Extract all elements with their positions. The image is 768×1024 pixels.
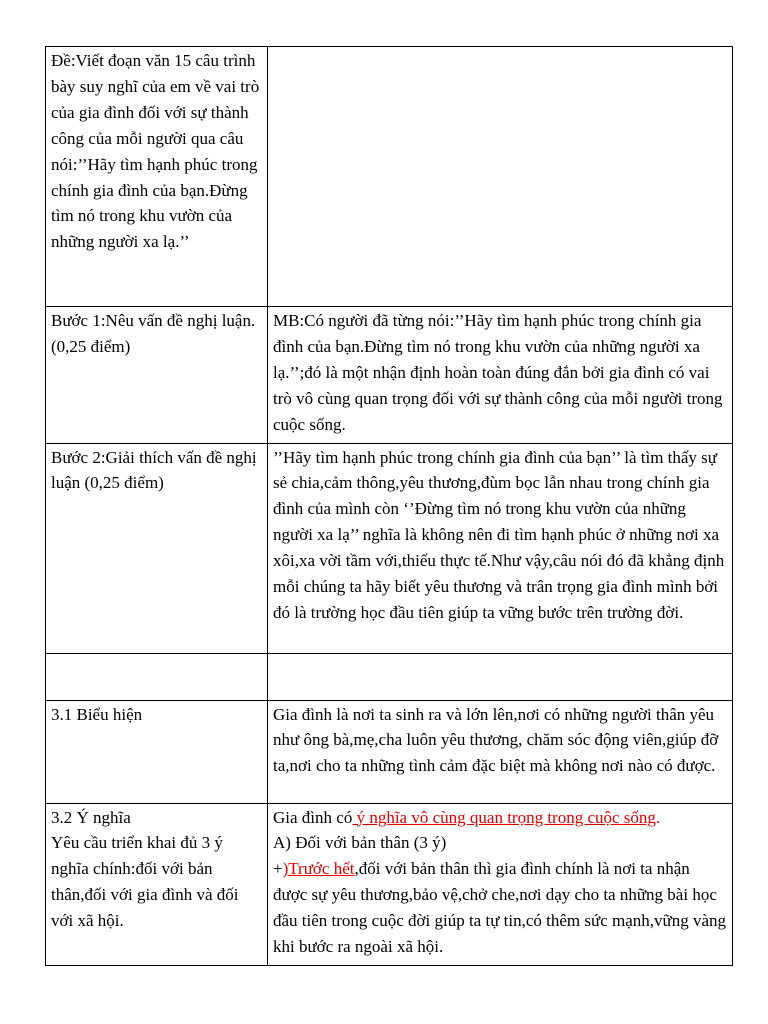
prompt-cell: Đề:Viết đoạn văn 15 câu trình bày suy nghĩ của em về vai trò của gia đình đối với sự thành công của mỗi người qua câu nói:’’Hãy tìm hạnh phúc trong chính gia đình của bạn.Đừng tìm nó trong khu vườn của những người xa lạ.’’ [46,47,268,307]
y-nghia-sub-heading: A) Đối với bản thân (3 ý) [273,833,447,853]
empty-label-cell [46,653,268,700]
bullet-highlight: Trước hết [288,859,355,879]
bieu-hien-content-cell: Gia đình là nơi ta sinh ra và lớn lên,nơi có những người thân yêu như ông bà,mẹ,cha luôn yêu thương, chăm sóc động viên,giúp đỡ ta,nơi cho ta những tình cảm đặc biệt mà không nơi nào có được. [268,700,733,803]
table-row-empty [46,653,733,700]
step-1-label-cell: Bước 1:Nêu vấn đề nghị luận. (0,25 điểm) [46,307,268,444]
y-nghia-intro-text: Gia đình có [273,807,353,827]
table-row-bieu-hien [46,700,733,803]
bieu-hien-label-cell: 3.1 Biểu hiện [46,700,268,803]
bullet-prefix: + [273,859,283,879]
bullet-paren: ) [282,859,289,879]
step-2-content-cell: ’’Hãy tìm hạnh phúc trong chính gia đình của bạn’’ là tìm thấy sự sẻ chia,cảm thông,yêu thương,đùm bọc lẫn nhau trong chính gia đình của mình còn ‘’Đừng tìm nó trong khu vườn của những người xa lạ’’ nghĩa là không nên đi tìm hạnh phúc ở những nơi xa xôi,xa vời tầm với,thiếu thực tế.Như vậy,câu nói đó đã khẳng định mỗi chúng ta hãy biết yêu thương và trân trọng gia đình mình bởi đó là trường học đầu tiên giúp ta vững bước trên trường đời. [268,443,733,653]
table-row-step-2 [46,443,733,653]
table-row-y-nghia [46,803,733,965]
prompt-answer-cell [268,47,733,307]
y-nghia-requirement: Yêu cầu triển khai đủ 3 ý nghĩa chính:đối với bản thân,đối với gia đình và đối với xã hội. [51,833,239,931]
y-nghia-intro-highlight: ý nghĩa vô cùng quan trọng trong cuộc sống [352,807,656,827]
table-row-step-1 [46,307,733,444]
step-1-content-cell: MB:Có người đã từng nói:’’Hãy tìm hạnh phúc trong chính gia đình của bạn.Đừng tìm nó trong khu vườn của những người xa lạ.’’;đó là một nhận định hoàn toàn đúng đắn bởi gia đình có vai trò vô cùng quan trọng đối với sự thành công của mỗi người trong cuộc sống. [268,307,733,444]
y-nghia-intro [273,805,727,831]
y-nghia-label-cell [46,803,268,965]
table-row-prompt [46,47,733,307]
y-nghia-intro-period: . [655,807,661,827]
empty-content-cell [268,653,733,700]
y-nghia-content-cell [268,803,733,965]
bullet-text: ,đối với bản thân thì gia đình chính là nơi ta nhận được sự yêu thương,bảo vệ,chở che,nơi dạy cho ta những bài học đầu tiên trong cuộc đời giúp ta tự tin,có thêm sức mạnh,vững vàng khi bước ra ngoài xã hội. [273,859,727,957]
step-2-label-cell: Bước 2:Giải thích vấn đề nghị luận (0,25 điểm) [46,443,268,653]
y-nghia-title: 3.2 Ý nghĩa [51,807,131,827]
essay-outline-table [45,46,733,966]
y-nghia-bullet [273,856,727,960]
